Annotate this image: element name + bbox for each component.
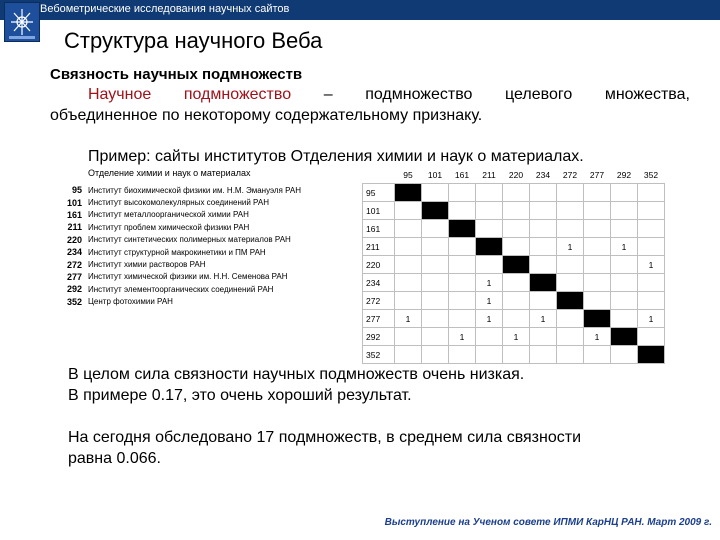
matrix-row-header: 101 [363, 202, 395, 220]
definition-word-4: подмножество [365, 86, 473, 103]
matrix-column-header: 101 [427, 169, 443, 180]
matrix-cell [395, 202, 422, 220]
matrix-cell [476, 184, 503, 202]
matrix-cell [584, 220, 611, 238]
institute-code: 161 [66, 209, 82, 220]
matrix-cell: 1 [395, 310, 422, 328]
matrix-cell [530, 346, 557, 364]
matrix-corner [363, 166, 395, 184]
matrix-cell: 1 [503, 328, 530, 346]
matrix-cell [557, 256, 584, 274]
matrix-cell [638, 328, 665, 346]
definition-dash: – [323, 86, 333, 103]
matrix-cell [584, 274, 611, 292]
matrix-cell [422, 292, 449, 310]
matrix-cell [557, 202, 584, 220]
matrix-row-header: 272 [363, 292, 395, 310]
matrix-cell: 1 [611, 238, 638, 256]
institute-name: Институт элементоорганических соединений РАН [88, 284, 274, 294]
matrix-cell [584, 346, 611, 364]
institute-item [58, 184, 358, 196]
matrix-cell [611, 184, 638, 202]
note-paragraph-2 [68, 427, 581, 469]
matrix-cell [584, 202, 611, 220]
matrix-cell [584, 184, 611, 202]
matrix-header-row [363, 166, 665, 184]
notes [68, 364, 581, 490]
matrix-cell: 1 [638, 256, 665, 274]
matrix-cell: 1 [476, 292, 503, 310]
institute-name: Институт химии растворов РАН [88, 260, 206, 270]
matrix-cell [611, 202, 638, 220]
institute-item [58, 221, 358, 233]
matrix-cell [530, 184, 557, 202]
note-2-line-1: На сегодня обследовано 17 подмножеств, в среднем сила связности [68, 429, 582, 446]
institute-item [58, 283, 358, 295]
matrix-cell [638, 274, 665, 292]
matrix-cell [422, 346, 449, 364]
matrix-cell [638, 184, 665, 202]
connectivity-matrix [362, 166, 665, 364]
matrix-cell: 1 [638, 310, 665, 328]
footer-text: Выступление на Ученом совете ИПМИ КарНЦ РАН. Март 2009 г. [384, 517, 712, 528]
matrix-cell [476, 220, 503, 238]
matrix-cell [557, 328, 584, 346]
matrix-cell [638, 220, 665, 238]
matrix-cell [611, 310, 638, 328]
matrix-cell [449, 274, 476, 292]
note-paragraph-1 [68, 364, 581, 406]
matrix-cell [557, 274, 584, 292]
matrix-cell [584, 292, 611, 310]
matrix-cell [611, 220, 638, 238]
matrix-cell [530, 220, 557, 238]
matrix-diagonal-cell [611, 328, 638, 346]
matrix-cell [449, 346, 476, 364]
matrix-cell [530, 238, 557, 256]
matrix-row [363, 292, 665, 310]
matrix-row [363, 328, 665, 346]
matrix-cell [395, 220, 422, 238]
matrix-row-header: 352 [363, 346, 395, 364]
matrix-cell [422, 310, 449, 328]
matrix-cell [503, 238, 530, 256]
matrix-cell: 1 [530, 310, 557, 328]
matrix-cell [557, 220, 584, 238]
matrix-cell [638, 292, 665, 310]
matrix-row-header: 234 [363, 274, 395, 292]
matrix-cell [422, 220, 449, 238]
matrix-cell [422, 238, 449, 256]
header-title: Вебометрические исследования научных сайтов [40, 3, 290, 15]
matrix-diagonal-cell [503, 256, 530, 274]
matrix-row [363, 274, 665, 292]
matrix-cell: 1 [476, 274, 503, 292]
matrix-cell: 1 [584, 328, 611, 346]
institutes-heading: Отделение химии и наук о материалах [88, 168, 251, 178]
matrix-column-header: 234 [535, 169, 551, 180]
matrix-column-header: 95 [403, 169, 413, 180]
matrix-cell [395, 256, 422, 274]
matrix-cell [476, 328, 503, 346]
matrix-column-header: 220 [508, 169, 524, 180]
matrix-cell [422, 256, 449, 274]
matrix-cell [395, 292, 422, 310]
matrix-row [363, 310, 665, 328]
matrix-column-header: 292 [616, 169, 632, 180]
institute-code: 220 [66, 234, 82, 245]
matrix-cell [395, 238, 422, 256]
matrix-diagonal-cell [395, 184, 422, 202]
matrix-cell [449, 238, 476, 256]
institute-item [58, 234, 358, 246]
matrix-diagonal-cell [422, 202, 449, 220]
institute-item [58, 246, 358, 258]
note-2-line-2: равна 0.066. [68, 450, 161, 467]
matrix-cell [449, 256, 476, 274]
institute-name: Центр фотохимии РАН [88, 297, 173, 307]
matrix-diagonal-cell [530, 274, 557, 292]
matrix-cell [638, 202, 665, 220]
matrix-cell [503, 220, 530, 238]
institute-code: 95 [71, 185, 82, 196]
matrix-cell [638, 238, 665, 256]
definition-line-2: объединенное по некоторому содержательному признаку. [50, 107, 483, 124]
institute-name: Институт химической физики им. Н.Н. Семенова РАН [88, 272, 288, 282]
matrix-cell [503, 346, 530, 364]
matrix-cell [449, 310, 476, 328]
matrix-row [363, 346, 665, 364]
institute-name: Институт синтетических полимерных материалов РАН [88, 235, 291, 245]
matrix-cell [503, 202, 530, 220]
institute-name: Институт проблем химической физики РАН [88, 222, 250, 232]
matrix-row [363, 256, 665, 274]
matrix-cell [449, 184, 476, 202]
slide-title: Структура научного Веба [64, 28, 323, 53]
matrix-row-header: 292 [363, 328, 395, 346]
matrix-cell [503, 310, 530, 328]
definition-word-6: множества, [604, 86, 690, 103]
definition-term-1: Научное [88, 86, 152, 103]
institute-name: Институт высокомолекулярных соединений РАН [88, 198, 269, 208]
matrix-cell [557, 310, 584, 328]
matrix-cell [503, 184, 530, 202]
matrix-cell [395, 328, 422, 346]
slide-subtitle: Связность научных подмножеств [50, 66, 303, 83]
matrix-cell [476, 202, 503, 220]
matrix-cell [530, 202, 557, 220]
institute-code: 211 [67, 222, 82, 233]
matrix-cell [422, 274, 449, 292]
matrix-cell [584, 256, 611, 274]
matrix-cell: 1 [476, 310, 503, 328]
matrix-diagonal-cell [449, 220, 476, 238]
matrix-cell [530, 328, 557, 346]
matrix-diagonal-cell [557, 292, 584, 310]
matrix-cell [476, 256, 503, 274]
matrix-cell [557, 346, 584, 364]
note-1-line-2: В примере 0.17, это очень хороший результат. [68, 387, 412, 404]
matrix-row [363, 202, 665, 220]
institute-code: 101 [66, 197, 82, 208]
matrix-cell [395, 274, 422, 292]
definition-word-5: целевого [505, 86, 573, 103]
institute-code: 234 [66, 247, 82, 258]
institute-item [58, 196, 358, 208]
matrix-cell [584, 238, 611, 256]
example-caption: Пример: сайты институтов Отделения химии и наук о материалах. [88, 148, 584, 165]
note-1-line-1: В целом сила связности научных подмножеств очень низкая. [68, 366, 525, 383]
matrix-cell [530, 256, 557, 274]
matrix-cell [611, 256, 638, 274]
matrix-column-header: 161 [454, 169, 470, 180]
matrix-diagonal-cell [638, 346, 665, 364]
matrix-cell [449, 202, 476, 220]
institutes-list [58, 184, 358, 308]
matrix-cell [449, 292, 476, 310]
matrix-cell [395, 346, 422, 364]
matrix-diagonal-cell [476, 238, 503, 256]
matrix-row-header: 211 [363, 238, 395, 256]
matrix-row-header: 277 [363, 310, 395, 328]
matrix-diagonal-cell [584, 310, 611, 328]
matrix-cell [422, 184, 449, 202]
matrix-cell: 1 [449, 328, 476, 346]
institute-item [58, 271, 358, 283]
institute-name: Институт биохимической физики им. Н.М. Эмануэля РАН [88, 185, 302, 195]
institute-code: 277 [66, 271, 82, 282]
institute-code: 272 [66, 259, 82, 270]
matrix-row [363, 238, 665, 256]
institute-name: Институт металлоорганической химии РАН [88, 210, 249, 220]
definition-term-2: подмножество [183, 86, 292, 103]
institute-code: 292 [66, 284, 82, 295]
matrix-column-header: 352 [643, 169, 659, 180]
definition-text [50, 84, 690, 126]
matrix-row-header: 161 [363, 220, 395, 238]
matrix-cell: 1 [557, 238, 584, 256]
institute-item [58, 296, 358, 308]
matrix-column-header: 272 [562, 169, 578, 180]
institute-name: Институт структурной макрокинетики и ПМ РАН [88, 247, 266, 257]
matrix-cell [530, 292, 557, 310]
matrix-cell [476, 346, 503, 364]
matrix-row [363, 184, 665, 202]
matrix-cell [503, 292, 530, 310]
matrix-row-header: 220 [363, 256, 395, 274]
matrix-row-header: 95 [363, 184, 395, 202]
institute-code: 352 [66, 296, 82, 307]
institute-item [58, 258, 358, 270]
matrix-cell [503, 274, 530, 292]
institute-item [58, 209, 358, 221]
institute-logo [4, 2, 40, 42]
matrix-cell [611, 274, 638, 292]
matrix-cell [611, 292, 638, 310]
matrix-column-header: 277 [589, 169, 605, 180]
matrix-cell [611, 346, 638, 364]
matrix-row [363, 220, 665, 238]
matrix-cell [422, 328, 449, 346]
matrix-column-header: 211 [482, 169, 496, 180]
matrix-cell [557, 184, 584, 202]
